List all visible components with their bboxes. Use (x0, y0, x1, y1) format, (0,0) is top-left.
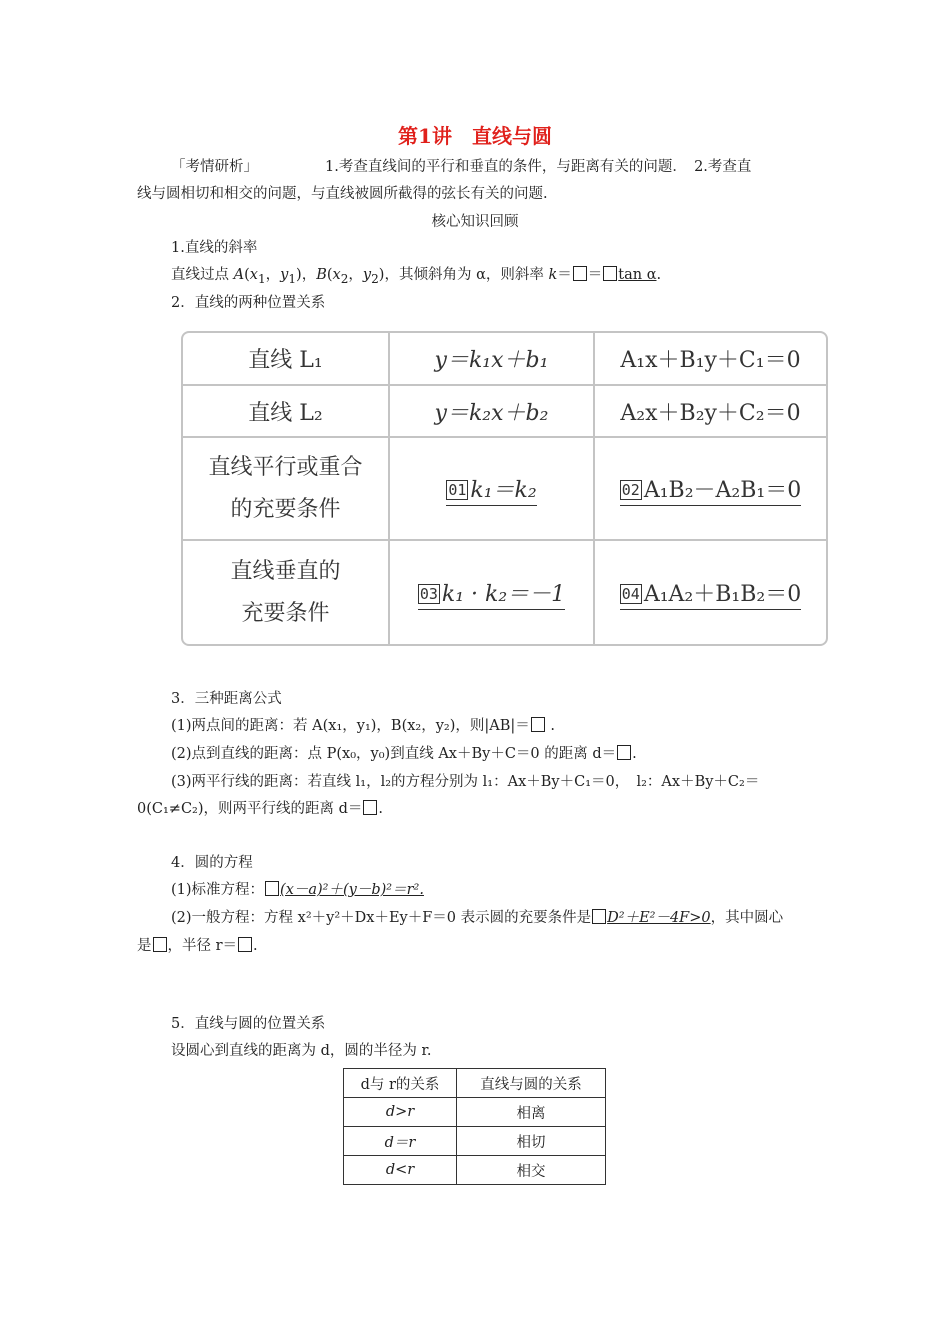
table-header-cell: d与 r的关系 (344, 1069, 457, 1098)
s3-line-1: (1)两点间的距离：若 A(x₁，y₁)，B(x₂，y₂)，则|AB|＝ . (171, 718, 556, 734)
s3-line-3: (3)两平行线的距离：若直线 l₁，l₂的方程分别为 l₁：Ax＋By＋C₁＝0， l₂：Ax＋By＋C₂＝ (171, 774, 760, 790)
s4-line-3: 是 ，半径 r＝ . (137, 938, 258, 954)
table-cell: 相离 (457, 1098, 606, 1127)
table-cell: 直线平行或重合 的充要条件 (183, 437, 389, 540)
intro-line-2: 线与圆相切和相交的问题，与直线被圆所截得的弦长有关的问题. (137, 186, 548, 202)
table-cell: d>r (344, 1098, 457, 1127)
answer-number: 04 (621, 585, 640, 603)
intro-label: 「考情研析」 (171, 159, 258, 175)
s2-heading: 2．直线的两种位置关系 (171, 295, 326, 311)
table-cell: A₂x＋B₂y＋C₂＝0 (594, 385, 826, 437)
s1-text: 直线过点 $A(x_1$，$y_1$)，$B(x_2$，$y_2$)，其倾斜角为 α，则斜率 k＝ ＝ tan α. (171, 267, 662, 286)
answer-number: 03 (419, 585, 438, 603)
table-cell: d<r (344, 1156, 457, 1185)
s1-heading: 1.直线的斜率 (171, 240, 258, 256)
table-cell: y＝k₁x＋b₁ (389, 333, 594, 385)
table-cell: 04 A₁A₂＋B₁B₂＝0 (594, 540, 826, 644)
s4-heading: 4．圆的方程 (171, 855, 253, 871)
table-cell: 相切 (457, 1127, 606, 1156)
table-row (344, 1098, 606, 1127)
s3-heading: 3．三种距离公式 (171, 691, 282, 707)
table-row (344, 1127, 606, 1156)
answer-number: 02 (621, 481, 640, 499)
table-cell: 直线 L₁ (183, 333, 389, 385)
table-cell: A₁x＋B₁y＋C₁＝0 (594, 333, 826, 385)
position-table (343, 1068, 606, 1185)
answer-number: 01 (448, 481, 467, 499)
s3-line-4: 0(C₁≠C₂)，则两平行线的距离 d＝ . (137, 801, 384, 817)
table-cell: 03 k₁ · k₂＝－1 (389, 540, 594, 644)
table-row (344, 1156, 606, 1185)
table-cell: 直线 L₂ (183, 385, 389, 437)
s4-line-2: (2)一般方程：方程 x²＋y²＋Dx＋Ey＋F＝0 表示圆的充要条件是 D²＋E²－4F>0，其中圆心 (171, 910, 784, 926)
s5-desc: 设圆心到直线的距离为 d，圆的半径为 r. (171, 1043, 432, 1059)
table-cell: d＝r (344, 1127, 457, 1156)
table-cell: 相交 (457, 1156, 606, 1185)
table-cell: 02 A₁B₂－A₂B₁＝0 (594, 437, 826, 540)
table-header-cell: 直线与圆的关系 (457, 1069, 606, 1098)
s3-line-2: (2)点到直线的距离：点 P(x₀，y₀)到直线 Ax＋By＋C＝0 的距离 d＝ . (171, 746, 637, 762)
relation-table (181, 331, 828, 646)
section-heading: 核心知识回顾 (431, 214, 519, 230)
page-title: 第1讲 直线与圆 (398, 124, 552, 148)
table-cell: 01 k₁＝k₂ (389, 437, 594, 540)
intro-line-1: 1.考查直线间的平行和垂直的条件，与距离有关的问题． 2.考查直 (325, 159, 752, 175)
s5-heading: 5．直线与圆的位置关系 (171, 1016, 326, 1032)
table-cell: y＝k₂x＋b₂ (389, 385, 594, 437)
table-cell: 直线垂直的 充要条件 (183, 540, 389, 644)
s4-line-1: (1)标准方程： (x－a)²＋(y－b)²＝r². (171, 882, 424, 898)
